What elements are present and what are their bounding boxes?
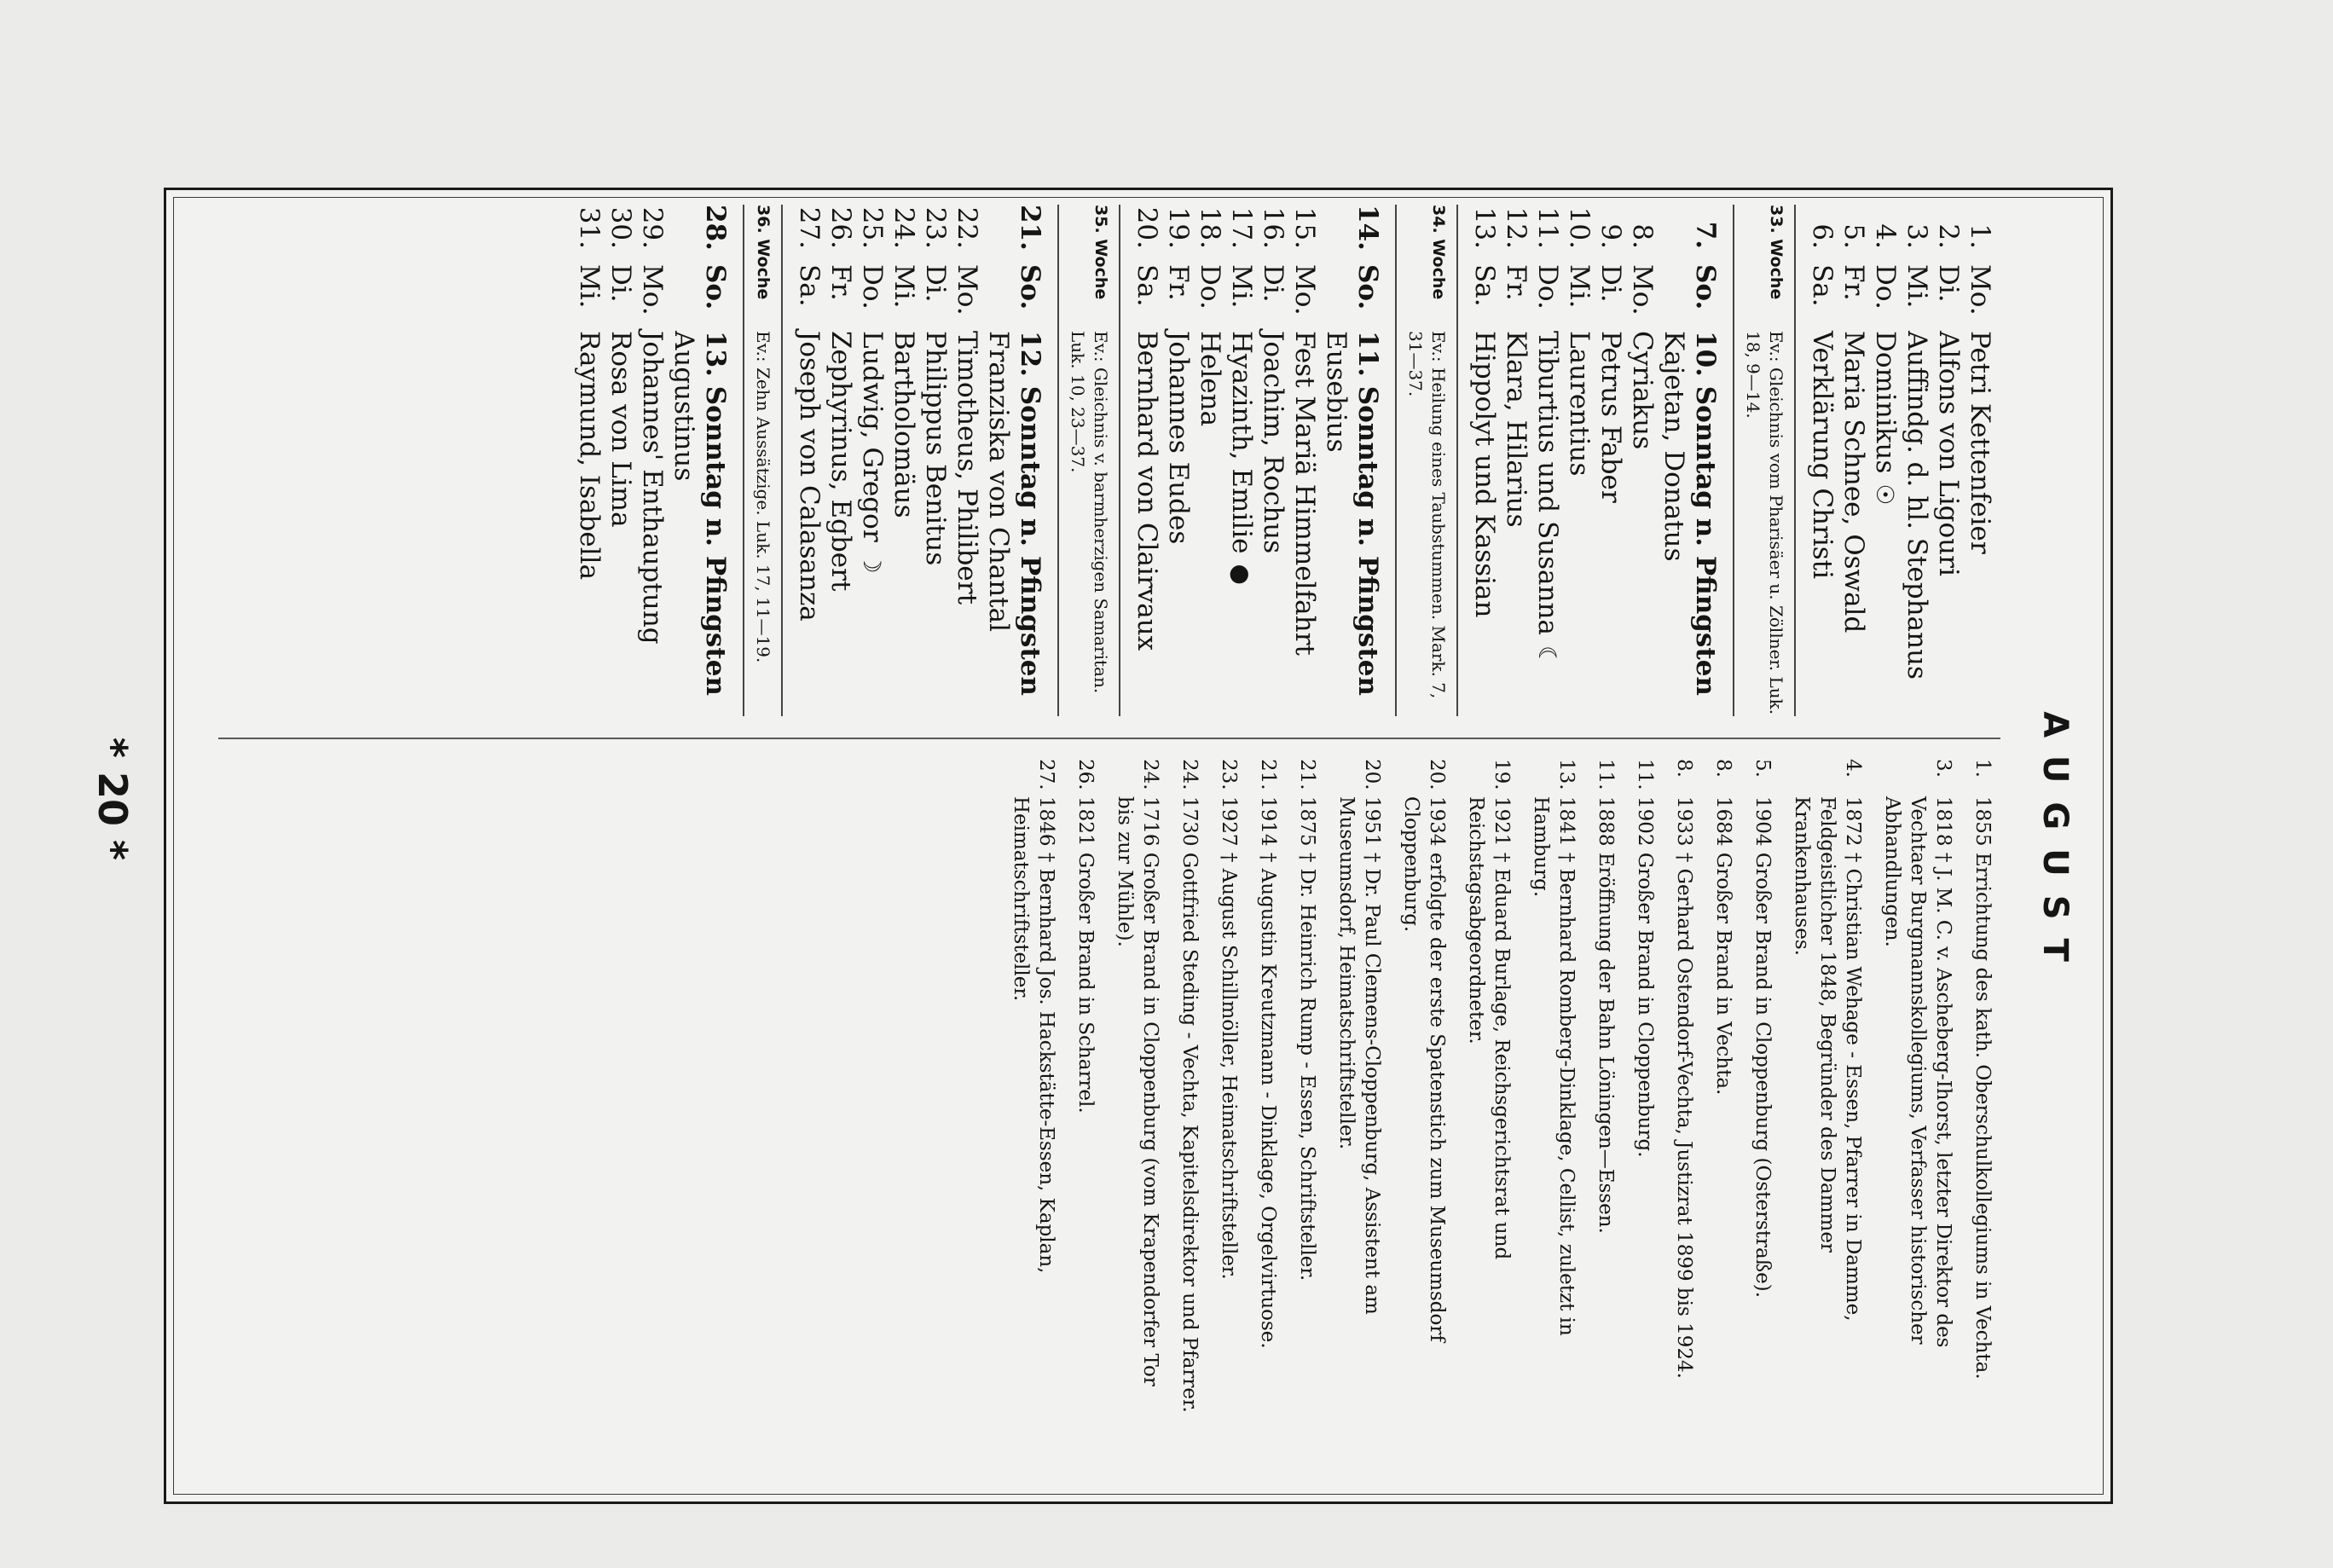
weekday: Mo. [952, 264, 982, 315]
day-number: 27. [794, 206, 825, 249]
event-text: 1934 erfolgte der erste Spatenstich zum Museumsdorf Cloppenburg. [1400, 796, 1448, 1342]
event-entry [1593, 759, 1618, 1415]
week-gospel-block [1395, 205, 1458, 716]
event-entry [1632, 759, 1658, 1415]
day-number: 7. [1690, 221, 1721, 249]
day-number: 26. [825, 206, 856, 249]
saint-name: Hyazinth, Emilie● [1226, 331, 1257, 585]
weekday: Mi. [1564, 264, 1595, 309]
week-gospel-block [1057, 205, 1120, 716]
week-label: 34. Woche [1429, 205, 1448, 300]
calendar-day-row [1352, 205, 1383, 716]
weekday: Mo. [637, 264, 668, 315]
calendar-day-row [1838, 205, 1869, 716]
event-entry [1463, 759, 1514, 1415]
calendar-day-row [1595, 205, 1626, 716]
event-day: 3. [1932, 759, 1954, 778]
weekday: Di. [920, 264, 951, 303]
event-entry [1008, 759, 1059, 1415]
event-text: 1875 † Dr. Heinrich Rump - Essen, Schriftsteller. [1296, 796, 1318, 1282]
event-entry [1334, 759, 1385, 1415]
weekday: Fr. [1838, 264, 1869, 301]
saint-name: Philippus Benitus [920, 331, 951, 566]
event-day: 8. [1673, 759, 1695, 778]
saint-name: Zephyrinus, Egbert [825, 331, 856, 592]
week-gospel-block [1733, 205, 1796, 716]
event-entry [1711, 759, 1736, 1415]
day-number: 12. [1501, 206, 1531, 249]
weekday: Di. [605, 264, 636, 303]
event-text: 1730 Gottfried Steding - Vechta, Kapitelsdirektor und Pfarrer. [1178, 796, 1201, 1413]
event-text: 1818 † J. M. C. v. Ascheberg-Ihorst, letzter Direktor des Vechtaer Burgmannskollegiums, Verfasser historischer Abhandlungen. [1881, 796, 1954, 1348]
saint-name-continued: Eusebius [1321, 331, 1352, 453]
event-text: 1872 † Christian Wehage - Essen, Pfarrer in Damme, Feldgeistlicher 1848, Begründer des Dammer Krankenhauses. [1791, 796, 1864, 1322]
event-entry [1750, 759, 1775, 1415]
calendar-day-row [1806, 205, 1838, 716]
event-day: 24. [1178, 759, 1201, 790]
week-label: 33. Woche [1767, 205, 1786, 300]
calendar-day-row [1563, 205, 1595, 716]
weekday: So. [1015, 264, 1045, 310]
event-day: 20. [1361, 759, 1383, 790]
event-entry [1177, 759, 1202, 1415]
saint-name: Petrus Faber [1595, 331, 1626, 503]
day-number: 14. [1352, 205, 1383, 251]
weekday: Mi. [889, 264, 919, 309]
saint-name: Klara, Hilarius [1501, 331, 1531, 528]
event-entry [1789, 759, 1866, 1415]
saint-name: Auffindg. d. hl. Stephanus [1902, 331, 1932, 680]
day-number: 10. [1564, 206, 1595, 249]
day-number: 18. [1195, 206, 1225, 249]
event-text: 1888 Eröffnung der Bahn Löningen—Essen. [1595, 796, 1617, 1234]
gospel-text: Ev.: Heilung eines Taubstummen. Mark. 7, 31—37. [1405, 331, 1449, 699]
weekday: So. [1690, 264, 1721, 310]
gospel-text: Ev.: Gleichnis v. barmherzigen Samaritan. Luk. 10, 23—37. [1068, 331, 1111, 694]
calendar-day-row [919, 205, 951, 716]
page-number: * 20 * [90, 737, 136, 861]
day-number: 24. [889, 206, 919, 249]
event-day: 23. [1218, 759, 1240, 790]
event-text: 1904 Großer Brand in Cloppenburg (Osterstraße). [1751, 796, 1774, 1299]
calendar-day-row [1869, 205, 1901, 716]
calendar-day-row [1689, 205, 1721, 716]
event-text: 1821 Großer Brand in Scharrel. [1074, 796, 1097, 1114]
weekday: Sa. [794, 264, 825, 307]
event-text: 1951 † Dr. Paul Clemens-Cloppenburg, Assistent am Museumsdorf, Heimatschriftsteller. [1335, 796, 1383, 1315]
event-day: 11. [1595, 759, 1617, 790]
weekday: So. [1352, 264, 1383, 310]
saint-name: 11. Sonntag n. Pfingsten [1352, 331, 1383, 696]
saint-name: Bartholomäus [889, 331, 919, 518]
day-number: 21. [1015, 205, 1045, 251]
calendar-day-row [636, 205, 668, 716]
saint-name: Hippolyt und Kassian [1469, 331, 1500, 618]
day-number: 4. [1870, 223, 1901, 249]
calendar-day-row [1932, 205, 1964, 716]
event-day: 26. [1074, 759, 1097, 790]
weekday: Sa. [1132, 264, 1162, 307]
calendar-day-row [1468, 205, 1500, 716]
day-number: 11. [1532, 206, 1563, 249]
event-text: 1933 † Gerhard Ostendorf-Vechta, Justizrat 1899 bis 1924. [1673, 796, 1695, 1379]
saint-name: Johannes' Enthauptung [637, 331, 668, 645]
week-label: 35. Woche [1091, 205, 1110, 300]
weekday: Sa. [1469, 264, 1500, 307]
saint-name-continued: Augustinus [669, 331, 699, 482]
moon-phase-icon: ● [1227, 564, 1255, 585]
saint-name: Verklärung Christi [1807, 331, 1838, 580]
day-number: 13. [1469, 206, 1500, 249]
weekday: Di. [1258, 264, 1288, 303]
moon-phase-icon: ☽ [858, 552, 886, 574]
moon-phase-icon: ☾ [1533, 645, 1561, 668]
saint-name: Petri Kettenfeier [1965, 331, 1995, 554]
saint-name: Bernhard von Clairvaux [1132, 331, 1162, 651]
day-number: 16. [1258, 206, 1288, 249]
event-text: 1841 † Bernhard Romberg-Dinklage, Cellist, zuletzt in Hamburg. [1530, 796, 1578, 1336]
saint-name: Laurentius [1564, 331, 1595, 477]
saint-name: Joseph von Calasanza [794, 331, 825, 622]
event-day: 4. [1842, 759, 1864, 778]
day-number: 20. [1132, 206, 1162, 249]
event-day: 19. [1491, 759, 1513, 790]
saint-name: Cyriakus [1627, 331, 1658, 450]
day-number: 9. [1595, 223, 1626, 249]
weekday: Mi. [1226, 264, 1257, 309]
saint-name: Ludwig, Gregor☽ [857, 331, 888, 574]
saint-name: Dominikus☉ [1870, 331, 1901, 506]
event-day: 20. [1426, 759, 1448, 790]
calendar-day-row [1626, 205, 1658, 716]
calendar-day-row [573, 205, 605, 716]
event-entry [1112, 759, 1163, 1415]
day-number: 5. [1838, 223, 1869, 249]
day-number: 25. [857, 206, 888, 249]
event-text: 1716 Großer Brand in Cloppenburg (vom Krapendorfer Tor bis zur Mühle). [1114, 796, 1161, 1386]
event-entry [1528, 759, 1579, 1415]
saint-name: Raymund, Isabella [574, 331, 605, 581]
weekday: Do. [857, 264, 888, 310]
weekday: Mi. [574, 264, 605, 309]
calendar-day-row [951, 205, 982, 716]
day-number: 3. [1902, 223, 1932, 249]
column-divider [218, 738, 2000, 739]
saint-name: Joachim, Rochus [1258, 331, 1288, 554]
day-number: 23. [920, 206, 951, 249]
calendar-column [573, 205, 1995, 716]
saint-name-continued: Kajetan, Donatus [1659, 331, 1689, 562]
week-label: 36. Woche [754, 205, 773, 300]
rotated-page-content [181, 205, 2096, 1487]
event-text: 1846 † Bernhard Jos. Hackstätte-Essen, Kaplan, Heimatschriftsteller. [1010, 796, 1057, 1274]
event-entry [1879, 759, 1956, 1415]
month-heading: AUGUST [2035, 711, 2075, 981]
event-day: 24. [1139, 759, 1161, 790]
event-day: 11. [1634, 759, 1656, 790]
event-day: 13. [1555, 759, 1578, 790]
saint-name: 13. Sonntag n. Pfingsten [700, 331, 731, 696]
event-text: 1684 Großer Brand in Vechta. [1712, 796, 1734, 1096]
day-number: 17. [1226, 206, 1257, 249]
calendar-day-row [825, 205, 856, 716]
calendar-day-row [1500, 205, 1531, 716]
calendar-day-row [1131, 205, 1162, 716]
day-number: 31. [574, 206, 605, 249]
event-entry [1398, 759, 1450, 1415]
event-entry [1216, 759, 1242, 1415]
event-day: 21. [1257, 759, 1279, 790]
day-number: 8. [1627, 223, 1658, 249]
event-entry [1671, 759, 1697, 1415]
weekday: Di. [1595, 264, 1626, 303]
calendar-day-row [699, 205, 731, 716]
calendar-day-row [1225, 205, 1257, 716]
event-day: 8. [1712, 759, 1734, 778]
weekday: Fr. [1501, 264, 1531, 301]
day-number: 30. [605, 206, 636, 249]
calendar-day-row [605, 205, 636, 716]
day-number: 15. [1289, 206, 1320, 249]
event-text: 1927 † August Schillmöller, Heimatschriftsteller. [1218, 796, 1240, 1280]
event-entry [1294, 759, 1320, 1415]
calendar-day-row [1288, 205, 1320, 716]
event-text: 1914 † Augustin Kreutzmann - Dinklage, Orgelvirtuose. [1257, 796, 1279, 1349]
event-day: 1. [1971, 759, 1994, 778]
weekday: Do. [1532, 264, 1563, 310]
weekday: Do. [1870, 264, 1901, 310]
moon-phase-icon: ☉ [1871, 483, 1899, 506]
weekday: Mo. [1289, 264, 1320, 315]
event-text: 1855 Errichtung des kath. Oberschulkollegiums in Vechta. [1971, 796, 1994, 1380]
gospel-text: Ev.: Gleichnis vom Pharisäer u. Zöllner. Luk. 18, 9—14. [1743, 331, 1786, 715]
event-entry [1970, 759, 1995, 1415]
day-number: 19. [1163, 206, 1194, 249]
event-day: 27. [1035, 759, 1057, 790]
saint-name: Alfons von Ligouri [1933, 331, 1964, 576]
calendar-day-row [1014, 205, 1045, 716]
day-number: 1. [1965, 223, 1995, 249]
saint-name: Maria Schnee, Oswald [1838, 331, 1869, 634]
weekday: Fr. [1163, 264, 1194, 301]
saint-name: Timotheus, Philibert [952, 331, 982, 605]
calendar-day-row [1194, 205, 1225, 716]
calendar-day-row [1531, 205, 1563, 716]
weekday: Do. [1195, 264, 1225, 310]
weekday: Mo. [1627, 264, 1658, 315]
calendar-day-row [1162, 205, 1194, 716]
weekday: Mo. [1965, 264, 1995, 315]
day-number: 22. [952, 206, 982, 249]
saint-name-continued: Franziska von Chantal [983, 331, 1014, 633]
calendar-day-row [1964, 205, 1995, 716]
weekday: So. [700, 264, 731, 310]
weekday: Fr. [825, 264, 856, 301]
day-number: 29. [637, 206, 668, 249]
saint-name: Fest Mariä Himmelfahrt [1289, 331, 1320, 656]
event-day: 5. [1751, 759, 1774, 778]
events-column [994, 759, 1995, 1415]
saint-name: 12. Sonntag n. Pfingsten [1015, 331, 1045, 696]
gospel-text: Ev.: Zehn Aussätzige. Luk. 17, 11—19. [753, 331, 773, 663]
weekday: Di. [1933, 264, 1964, 303]
event-entry [1255, 759, 1281, 1415]
event-day: 21. [1296, 759, 1318, 790]
week-gospel-block [743, 205, 783, 716]
weekday: Sa. [1807, 264, 1838, 307]
calendar-day-row [1257, 205, 1288, 716]
event-text: 1921 † Eduard Burlage, Reichsgerichtsrat und Reichstagsabgeordneter. [1465, 796, 1513, 1260]
event-text: 1902 Großer Brand in Cloppenburg. [1634, 796, 1656, 1158]
weekday: Mi. [1902, 264, 1932, 309]
day-number: 2. [1933, 223, 1964, 249]
event-entry [1073, 759, 1098, 1415]
saint-name: Tiburtius und Susanna☾ [1532, 331, 1563, 668]
saint-name: Johannes Eudes [1163, 331, 1194, 545]
calendar-day-row [1901, 205, 1932, 716]
calendar-day-row [793, 205, 825, 716]
day-number: 28. [700, 205, 731, 251]
saint-name: 10. Sonntag n. Pfingsten [1690, 331, 1721, 696]
day-number: 6. [1807, 223, 1838, 249]
saint-name: Helena [1195, 331, 1225, 427]
calendar-day-row [888, 205, 919, 716]
saint-name: Rosa von Lima [605, 331, 636, 528]
calendar-day-row [856, 205, 888, 716]
